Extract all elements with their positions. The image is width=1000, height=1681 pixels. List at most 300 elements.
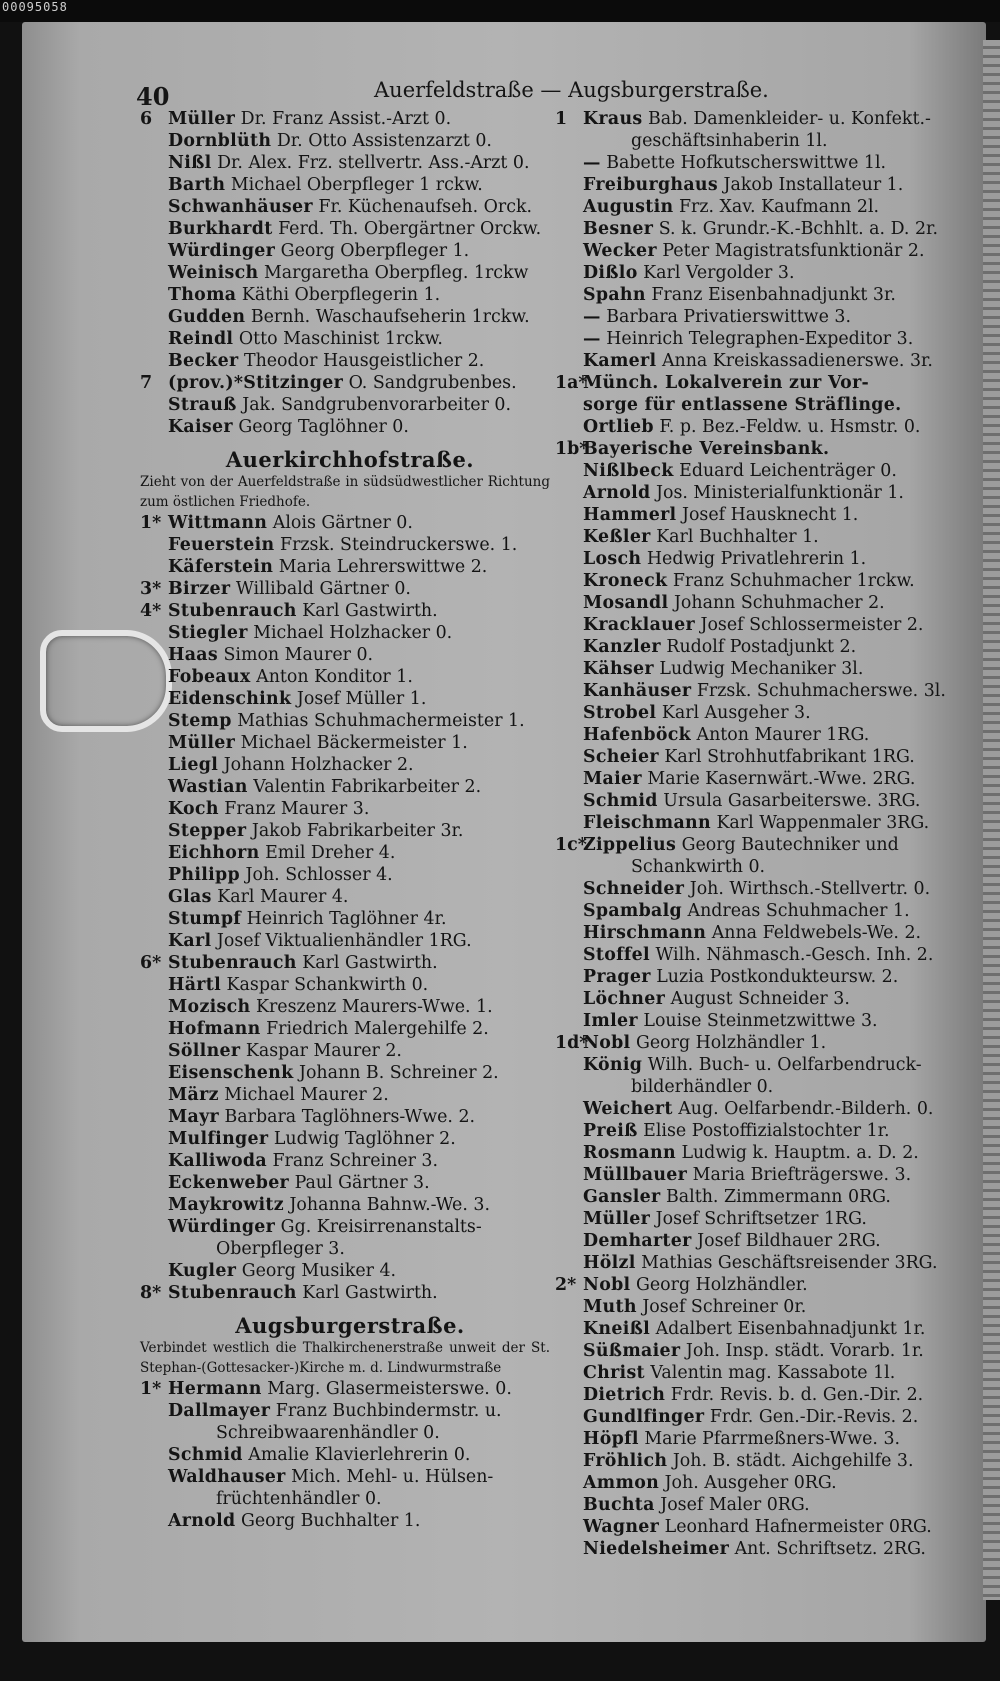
directory-entry xyxy=(555,1384,965,1406)
resident-details: Adalbert Eisenbahnadjunkt 1r. xyxy=(655,1319,926,1339)
directory-entry xyxy=(140,1378,560,1400)
directory-entry xyxy=(555,240,965,262)
resident-name: Glas xyxy=(168,887,212,907)
resident-details: Franz Eisenbahnadjunkt 3r. xyxy=(651,285,896,305)
resident-name: Becker xyxy=(168,351,239,371)
resident-name: Maier xyxy=(583,769,642,789)
directory-entry xyxy=(140,1128,560,1150)
resident-details: Josef Maler 0RG. xyxy=(660,1495,810,1515)
resident-name: Nobl xyxy=(583,1275,631,1295)
resident-name: Kanzler xyxy=(583,637,661,657)
resident-name: Würdinger xyxy=(168,241,276,261)
directory-entry xyxy=(555,1054,965,1076)
directory-entry xyxy=(140,1172,560,1194)
directory-entry xyxy=(140,1510,560,1532)
directory-entry xyxy=(555,944,965,966)
directory-entry xyxy=(140,534,560,556)
resident-details: Margaretha Oberpfleg. 1rckw xyxy=(264,263,529,283)
resident-name: Fleischmann xyxy=(583,813,711,833)
resident-details: Otto Maschinist 1rckw. xyxy=(238,329,443,349)
resident-name: Stubenrauch xyxy=(168,953,297,973)
resident-details: Heinrich Telegraphen-Expeditor 3. xyxy=(606,329,914,349)
resident-name: Eckenweber xyxy=(168,1173,290,1193)
directory-entry xyxy=(555,372,965,394)
directory-entry xyxy=(555,856,965,878)
directory-entry xyxy=(140,512,560,534)
entry-continuation: früchtenhändler 0. xyxy=(216,1489,382,1509)
resident-details: Eduard Leichenträger 0. xyxy=(679,461,897,481)
resident-details: Maria Lehrerswittwe 2. xyxy=(278,557,488,577)
resident-name: Höpfl xyxy=(583,1429,639,1449)
resident-name: Stubenrauch xyxy=(168,601,297,621)
resident-details: Wilh. Nähmasch.-Gesch. Inh. 2. xyxy=(655,945,934,965)
directory-entry xyxy=(140,578,560,600)
resident-details: Joh. Ausgeher 0RG. xyxy=(664,1473,837,1493)
resident-name: Dornblüth xyxy=(168,131,272,151)
resident-details: Barbara Taglöhners-Wwe. 2. xyxy=(224,1107,476,1127)
running-head: Auerfeldstraße — Augsburgerstraße. xyxy=(374,78,769,102)
resident-name: Kaiser xyxy=(168,417,233,437)
directory-entry xyxy=(140,350,560,372)
directory-entry xyxy=(555,306,965,328)
resident-details: Jakob Installateur 1. xyxy=(723,175,904,195)
resident-name: Stiegler xyxy=(168,623,248,643)
resident-details: Georg Taglöhner 0. xyxy=(238,417,409,437)
directory-entry xyxy=(555,988,965,1010)
resident-name: Buchta xyxy=(583,1495,655,1515)
section-description: Zieht von der Auerfeldstraße in südsüdwestlicher Richtung zum östlichen Friedhofe. xyxy=(140,474,550,510)
resident-details: Karl Buchhalter 1. xyxy=(656,527,819,547)
directory-entry xyxy=(140,930,560,952)
resident-details: Joh. B. städt. Aichgehilfe 3. xyxy=(672,1451,914,1471)
resident-details: Frdr. Gen.-Dir.-Revis. 2. xyxy=(709,1407,919,1427)
resident-name: Nißl xyxy=(168,153,212,173)
directory-entry xyxy=(555,504,965,526)
resident-name: Prager xyxy=(583,967,651,987)
directory-entry xyxy=(555,262,965,284)
resident-details: Jos. Ministerialfunktionär 1. xyxy=(656,483,904,503)
entry-continuation: Oberpfleger 3. xyxy=(216,1239,345,1259)
resident-name: Hirschmann xyxy=(583,923,707,943)
resident-details: Anna Feldwebels-We. 2. xyxy=(711,923,922,943)
directory-entry xyxy=(555,1208,965,1230)
entry-continuation: bilderhändler 0. xyxy=(631,1077,774,1097)
resident-details: Käthi Oberpflegerin 1. xyxy=(241,285,441,305)
resident-details: Karl Ausgeher 3. xyxy=(661,703,811,723)
resident-details: Elise Postoffizialstochter 1r. xyxy=(643,1121,890,1141)
directory-entry xyxy=(140,218,560,240)
directory-entry xyxy=(140,974,560,996)
directory-entry xyxy=(555,482,965,504)
section-title: Augsburgerstraße. xyxy=(235,1313,465,1338)
resident-name: Kracklauer xyxy=(583,615,695,635)
directory-entry xyxy=(555,878,965,900)
page-number: 40 xyxy=(136,82,170,111)
directory-entry xyxy=(555,702,965,724)
directory-entry xyxy=(140,1040,560,1062)
directory-entry xyxy=(140,284,560,306)
house-number: 1* xyxy=(140,513,162,533)
resident-details: Karl Gastwirth. xyxy=(302,601,438,621)
right-entries xyxy=(555,108,965,1560)
directory-entry xyxy=(140,798,560,820)
resident-name: Philipp xyxy=(168,865,240,885)
resident-name: Stumpf xyxy=(168,909,242,929)
resident-details: Valentin Fabrikarbeiter 2. xyxy=(253,777,482,797)
directory-entry xyxy=(140,1488,560,1510)
left-top-entries xyxy=(140,108,560,438)
resident-details: Paul Gärtner 3. xyxy=(294,1173,430,1193)
resident-details: Peter Magistratsfunktionär 2. xyxy=(662,241,925,261)
resident-details: Frzsk. Steindruckerswe. 1. xyxy=(280,535,518,555)
resident-details: Georg Holzhändler. xyxy=(636,1275,808,1295)
resident-name: Wecker xyxy=(583,241,657,261)
resident-name: Mosandl xyxy=(583,593,669,613)
resident-details: Johann B. Schreiner 2. xyxy=(298,1063,499,1083)
resident-name: Waldhauser xyxy=(168,1467,286,1487)
directory-entry xyxy=(140,666,560,688)
scan-top-strip xyxy=(0,0,1000,22)
directory-entry xyxy=(555,1252,965,1274)
directory-entry xyxy=(555,1406,965,1428)
resident-name: Barth xyxy=(168,175,226,195)
directory-entry xyxy=(555,218,965,240)
resident-name: Weinisch xyxy=(168,263,259,283)
directory-entry xyxy=(555,614,965,636)
directory-entry xyxy=(140,1238,560,1260)
entry-continuation: Schreibwaarenhändler 0. xyxy=(216,1423,440,1443)
resident-name: Käferstein xyxy=(168,557,274,577)
resident-name: — xyxy=(583,329,601,349)
resident-details: Luzia Postkondukteursw. 2. xyxy=(656,967,899,987)
resident-details: Louise Steinmetzwittwe 3. xyxy=(643,1011,878,1031)
directory-entry xyxy=(140,600,560,622)
resident-name: Wittmann xyxy=(168,513,268,533)
resident-name: Nißlbeck xyxy=(583,461,674,481)
resident-name: Keßler xyxy=(583,527,651,547)
resident-name: Kugler xyxy=(168,1261,237,1281)
directory-entry xyxy=(140,416,560,438)
directory-entry xyxy=(140,1466,560,1488)
resident-name: Härtl xyxy=(168,975,222,995)
resident-details: S. k. Grundr.-K.-Bchhlt. a. D. 2r. xyxy=(658,219,938,239)
entry-continuation: Schankwirth 0. xyxy=(631,857,766,877)
resident-name: Hofmann xyxy=(168,1019,261,1039)
resident-details: Rudolf Postadjunkt 2. xyxy=(666,637,857,657)
resident-details: Georg Buchhalter 1. xyxy=(241,1511,421,1531)
resident-details: Michael Maurer 2. xyxy=(224,1085,389,1105)
resident-details: Anton Maurer 1RG. xyxy=(696,725,870,745)
resident-details: Josef Hausknecht 1. xyxy=(681,505,859,525)
resident-details: Kaspar Schankwirth 0. xyxy=(226,975,429,995)
resident-details: Dr. Franz Assist.-Arzt 0. xyxy=(240,109,452,129)
resident-name: Burkhardt xyxy=(168,219,273,239)
directory-entry xyxy=(555,1186,965,1208)
resident-details: Friedrich Malergehilfe 2. xyxy=(266,1019,489,1039)
resident-details: Karl Gastwirth. xyxy=(302,1283,438,1303)
resident-name: Zippelius xyxy=(583,835,677,855)
resident-name: Reindl xyxy=(168,329,234,349)
resident-name: Kroneck xyxy=(583,571,668,591)
resident-name: Preiß xyxy=(583,1121,638,1141)
directory-entry xyxy=(555,790,965,812)
directory-entry xyxy=(140,732,560,754)
resident-details: Karl Vergolder 3. xyxy=(643,263,795,283)
house-number: 7 xyxy=(140,373,153,393)
resident-name: Christ xyxy=(583,1363,645,1383)
resident-name: Eidenschink xyxy=(168,689,292,709)
resident-details: Mathias Geschäftsreisender 3RG. xyxy=(641,1253,938,1273)
directory-entry xyxy=(555,680,965,702)
house-number: 8* xyxy=(140,1283,162,1303)
directory-entry xyxy=(555,1164,965,1186)
resident-name: Strauß xyxy=(168,395,237,415)
resident-details: Ursula Gasarbeiterswe. 3RG. xyxy=(663,791,921,811)
directory-entry xyxy=(140,952,560,974)
resident-name: Müller xyxy=(168,109,236,129)
resident-name: Schwanhäuser xyxy=(168,197,313,217)
resident-name: Bayerische Vereinsbank. xyxy=(583,439,830,459)
resident-details: Maria Briefträgerswe. 3. xyxy=(692,1165,912,1185)
resident-name: Spahn xyxy=(583,285,646,305)
directory-entry xyxy=(555,350,965,372)
resident-name: März xyxy=(168,1085,219,1105)
directory-entry xyxy=(140,622,560,644)
resident-name: Dißlo xyxy=(583,263,638,283)
directory-entry xyxy=(140,688,560,710)
resident-name: (prov.)*Stitzinger xyxy=(168,373,344,393)
resident-details: Josef Bildhauer 2RG. xyxy=(697,1231,881,1251)
resident-name: Löchner xyxy=(583,989,666,1009)
resident-name: Stubenrauch xyxy=(168,1283,297,1303)
resident-name: Muth xyxy=(583,1297,637,1317)
directory-entry xyxy=(140,394,560,416)
directory-entry xyxy=(140,130,560,152)
resident-name: Arnold xyxy=(168,1511,236,1531)
house-number: 1b* xyxy=(555,439,589,459)
directory-entry xyxy=(555,438,965,460)
house-number: 3* xyxy=(140,579,162,599)
resident-details: Bab. Damenkleider- u. Konfekt.- xyxy=(648,109,931,129)
resident-name: Birzer xyxy=(168,579,231,599)
resident-details: Georg Bautechniker und xyxy=(681,835,899,855)
resident-name: Rosmann xyxy=(583,1143,676,1163)
resident-name: Müller xyxy=(168,733,236,753)
resident-name: Freiburghaus xyxy=(583,175,718,195)
directory-entry xyxy=(555,1274,965,1296)
resident-details: Josef Schlossermeister 2. xyxy=(700,615,924,635)
resident-name: Kraus xyxy=(583,109,643,129)
directory-entry xyxy=(140,1260,560,1282)
house-number: 1a* xyxy=(555,373,588,393)
resident-details: Ferd. Th. Obergärtner Orckw. xyxy=(278,219,542,239)
resident-name: Schneider xyxy=(583,879,685,899)
resident-details: Valentin mag. Kassabote 1l. xyxy=(650,1363,896,1383)
resident-name: Kamerl xyxy=(583,351,657,371)
resident-name: — xyxy=(583,153,601,173)
resident-name: Scheier xyxy=(583,747,659,767)
directory-entry xyxy=(140,108,560,130)
directory-entry xyxy=(555,592,965,614)
directory-entry xyxy=(555,196,965,218)
resident-details: Michael Oberpfleger 1 rckw. xyxy=(230,175,483,195)
house-number: 1 xyxy=(555,109,568,129)
resident-name: Nobl xyxy=(583,1033,631,1053)
resident-name: Gudden xyxy=(168,307,246,327)
directory-entry xyxy=(140,864,560,886)
resident-name: Würdinger xyxy=(168,1217,276,1237)
house-number: 2* xyxy=(555,1275,577,1295)
resident-details: Johanna Bahnw.-We. 3. xyxy=(289,1195,490,1215)
resident-name: Augustin xyxy=(583,197,674,217)
resident-details: August Schneider 3. xyxy=(670,989,850,1009)
resident-details: Frdr. Revis. b. d. Gen.-Dir. 2. xyxy=(670,1385,924,1405)
resident-details: Marie Kasernwärt.-Wwe. 2RG. xyxy=(647,769,916,789)
directory-entry xyxy=(140,196,560,218)
resident-details: Bernh. Waschaufseherin 1rckw. xyxy=(250,307,530,327)
directory-entry xyxy=(555,108,965,130)
left-column xyxy=(140,108,560,1532)
directory-entry xyxy=(140,1018,560,1040)
directory-entry xyxy=(555,130,965,152)
directory-entry xyxy=(555,922,965,944)
resident-details: Wilh. Buch- u. Oelfarbendruck- xyxy=(647,1055,922,1075)
resident-name: Besner xyxy=(583,219,654,239)
directory-entry xyxy=(140,1150,560,1172)
directory-entry xyxy=(555,746,965,768)
resident-name: Gundlfinger xyxy=(583,1407,705,1427)
resident-name: Maykrowitz xyxy=(168,1195,284,1215)
resident-name: sorge für entlassene Sträflinge. xyxy=(583,395,902,415)
resident-name: Müller xyxy=(583,1209,651,1229)
section-title: Auerkirchhofstraße. xyxy=(225,447,475,472)
resident-name: Stoffel xyxy=(583,945,650,965)
resident-details: Joh. Wirthsch.-Stellvertr. 0. xyxy=(689,879,931,899)
resident-name: Kanhäuser xyxy=(583,681,692,701)
section1-entries xyxy=(140,512,560,1304)
directory-entry xyxy=(555,1032,965,1054)
resident-details: Anna Kreiskassadienerswe. 3r. xyxy=(661,351,933,371)
directory-entry xyxy=(555,966,965,988)
directory-entry xyxy=(140,1444,560,1466)
directory-entry xyxy=(140,152,560,174)
page-edge xyxy=(983,40,1000,1600)
resident-name: Schmid xyxy=(168,1445,243,1465)
directory-entry xyxy=(555,174,965,196)
directory-entry xyxy=(140,996,560,1018)
resident-name: Hafenböck xyxy=(583,725,691,745)
resident-name: Stemp xyxy=(168,711,232,731)
resident-name: Müllbauer xyxy=(583,1165,688,1185)
resident-name: Stepper xyxy=(168,821,247,841)
directory-entry xyxy=(555,1428,965,1450)
directory-entry xyxy=(555,1538,965,1560)
directory-entry xyxy=(555,284,965,306)
resident-name: Ammon xyxy=(583,1473,660,1493)
resident-name: Arnold xyxy=(583,483,651,503)
house-number: 6* xyxy=(140,953,162,973)
resident-details: Dr. Alex. Frz. stellvertr. Ass.-Arzt 0. xyxy=(217,153,530,173)
resident-name: Wastian xyxy=(168,777,248,797)
resident-details: Mathias Schuhmachermeister 1. xyxy=(237,711,525,731)
resident-details: Fr. Küchenaufseh. Orck. xyxy=(318,197,533,217)
resident-details: Theodor Hausgeistlicher 2. xyxy=(243,351,485,371)
directory-entry xyxy=(555,1010,965,1032)
resident-name: Ortlieb xyxy=(583,417,654,437)
directory-entry xyxy=(140,1282,560,1304)
house-number: 1d* xyxy=(555,1033,589,1053)
resident-details: Ludwig Mechaniker 3l. xyxy=(659,659,864,679)
house-number: 1* xyxy=(140,1379,162,1399)
directory-entry xyxy=(555,724,965,746)
resident-name: Dietrich xyxy=(583,1385,666,1405)
resident-name: Gansler xyxy=(583,1187,661,1207)
resident-name: Thoma xyxy=(168,285,237,305)
resident-details: Franz Buchbindermstr. u. xyxy=(275,1401,502,1421)
resident-details: Karl Gastwirth. xyxy=(302,953,438,973)
resident-details: Frz. Xav. Kaufmann 2l. xyxy=(678,197,880,217)
directory-entry xyxy=(555,152,965,174)
resident-name: Spambalg xyxy=(583,901,682,921)
resident-name: Mulfinger xyxy=(168,1129,269,1149)
resident-details: Franz Maurer 3. xyxy=(224,799,370,819)
directory-entry xyxy=(555,1230,965,1252)
resident-details: Marie Pfarrmeßners-Wwe. 3. xyxy=(644,1429,901,1449)
resident-details: Frzsk. Schuhmacherswe. 3l. xyxy=(696,681,946,701)
house-number: 6 xyxy=(140,109,153,129)
resident-details: Joh. Insp. städt. Vorarb. 1r. xyxy=(685,1341,924,1361)
directory-entry xyxy=(140,1216,560,1238)
resident-details: F. p. Bez.-Feldw. u. Hsmstr. 0. xyxy=(659,417,921,437)
directory-entry xyxy=(140,820,560,842)
directory-entry xyxy=(140,306,560,328)
resident-name: Münch. Lokalverein zur Vor- xyxy=(583,373,870,393)
resident-details: Franz Schreiner 3. xyxy=(272,1151,439,1171)
directory-entry xyxy=(140,1062,560,1084)
resident-details: Joh. Schlosser 4. xyxy=(245,865,393,885)
resident-name: Haas xyxy=(168,645,218,665)
resident-name: Weichert xyxy=(583,1099,673,1119)
directory-entry xyxy=(555,460,965,482)
resident-details: Aug. Oelfarbendr.-Bilderh. 0. xyxy=(678,1099,934,1119)
directory-entry xyxy=(555,1472,965,1494)
resident-name: Söllner xyxy=(168,1041,241,1061)
directory-entry xyxy=(140,556,560,578)
resident-details: Michael Holzhacker 0. xyxy=(253,623,453,643)
directory-entry xyxy=(555,1494,965,1516)
resident-details: Hedwig Privatlehrerin 1. xyxy=(646,549,867,569)
resident-details: O. Sandgrubenbes. xyxy=(348,373,517,393)
resident-name: Hermann xyxy=(168,1379,262,1399)
resident-details: Franz Schuhmacher 1rckw. xyxy=(672,571,915,591)
directory-entry xyxy=(555,328,965,350)
directory-entry xyxy=(555,570,965,592)
directory-entry xyxy=(555,526,965,548)
resident-name: Süßmaier xyxy=(583,1341,681,1361)
resident-details: Babette Hofkutscherswittwe 1l. xyxy=(606,153,887,173)
resident-name: Kneißl xyxy=(583,1319,651,1339)
directory-entry xyxy=(140,1400,560,1422)
directory-entry xyxy=(140,644,560,666)
resident-name: Karl xyxy=(168,931,212,951)
resident-details: Johann Holzhacker 2. xyxy=(223,755,414,775)
directory-entry xyxy=(555,1450,965,1472)
directory-entry xyxy=(140,886,560,908)
directory-entry xyxy=(555,1318,965,1340)
resident-details: Leonhard Hafnermeister 0RG. xyxy=(664,1517,932,1537)
resident-details: Barbara Privatierswittwe 3. xyxy=(606,307,851,327)
resident-details: Josef Schriftsetzer 1RG. xyxy=(655,1209,867,1229)
